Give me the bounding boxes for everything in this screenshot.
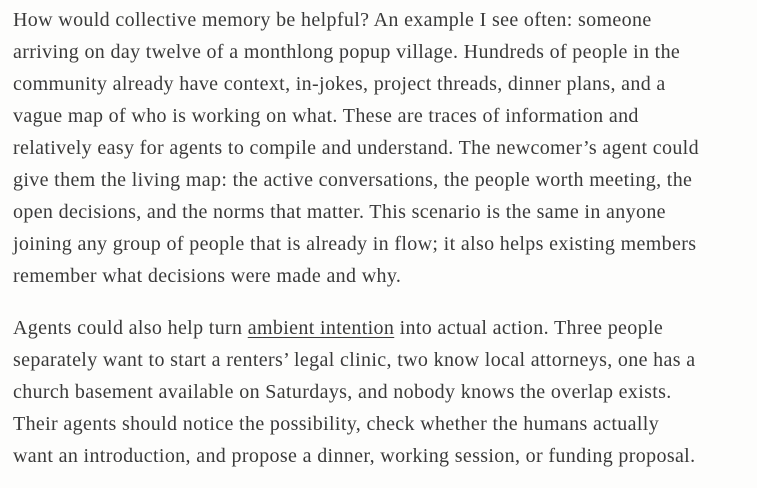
paragraph-ambient-intention	[13, 312, 757, 472]
text-line: give them the living map: the active conversations, the people worth meeting, the	[13, 169, 693, 191]
text-line: How would collective memory be helpful? An example I see often: someone	[13, 9, 652, 31]
text-segment: Agents could also help turn	[13, 317, 248, 339]
text-line: Their agents should notice the possibility, check whether the humans actually	[13, 413, 660, 435]
ambient-intention-link[interactable]: ambient intention	[247, 317, 395, 339]
text-line: remember what decisions were made and why.	[13, 265, 402, 287]
paragraph-collective-memory	[13, 4, 757, 292]
text-line: community already have context, in-jokes, project threads, dinner plans, and a	[13, 73, 666, 95]
text-line: want an introduction, and propose a dinner, working session, or funding proposal.	[13, 445, 696, 467]
text-line: separately want to start a renters’ legal clinic, two know local attorneys, one has a	[13, 349, 696, 371]
text-line: relatively easy for agents to compile and understand. The newcomer’s agent could	[13, 137, 699, 159]
text-line: arriving on day twelve of a monthlong popup village. Hundreds of people in the	[13, 41, 681, 63]
text-line: church basement available on Saturdays, and nobody knows the overlap exists.	[13, 381, 672, 403]
text-segment: into actual action. Three people	[394, 317, 664, 339]
text-line: open decisions, and the norms that matter. This scenario is the same in anyone	[13, 201, 666, 223]
text-line: vague map of who is working on what. These are traces of information and	[13, 105, 639, 127]
text-line: joining any group of people that is already in flow; it also helps existing members	[13, 233, 697, 255]
text-line-with-link	[13, 312, 757, 344]
